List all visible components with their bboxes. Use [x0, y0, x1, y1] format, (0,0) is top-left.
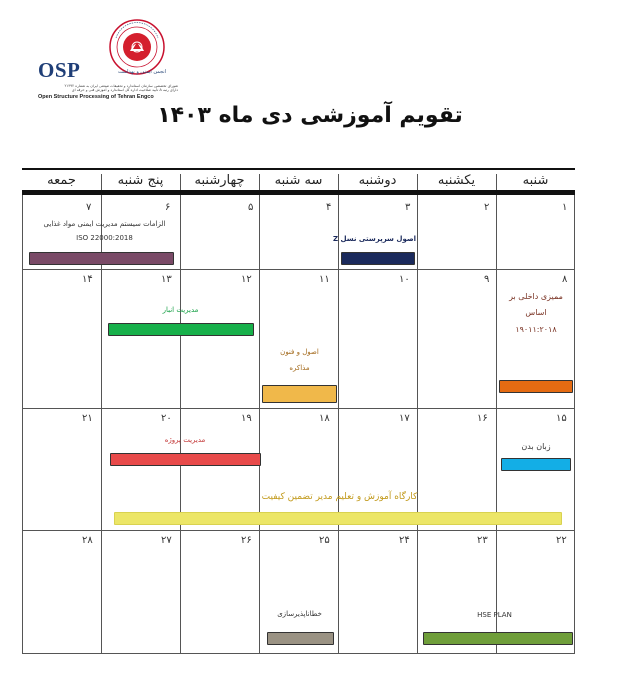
day-number: ۲۲: [556, 535, 567, 546]
column-divider: [259, 195, 260, 654]
day-number: ۲۶: [241, 535, 252, 546]
event-hse-plan-bar[interactable]: [423, 632, 573, 645]
day-number: ۹: [484, 274, 490, 285]
event-audit-line2: اساس: [525, 308, 547, 317]
event-negotiation-line1: اصول و فنون: [280, 348, 319, 356]
day-number: ۱۰: [399, 274, 410, 285]
event-audit-bar[interactable]: [499, 380, 573, 393]
event-food-safety-bar[interactable]: [29, 252, 174, 265]
calendar-grid: [22, 168, 575, 654]
day-number: ۱۲: [241, 274, 252, 285]
event-warehouse-label: مدیریت انبار: [162, 306, 199, 314]
day-number: ۱۶: [477, 413, 488, 424]
event-warehouse-bar[interactable]: [108, 323, 254, 336]
event-quality-workshop-label: کارگاه آموزش و تعلیم مدیر تضمین کیفیت: [261, 492, 418, 502]
column-divider: [180, 195, 181, 654]
header-divider: [417, 174, 418, 190]
header-divider: [101, 174, 102, 190]
header-divider: [180, 174, 181, 190]
day-number: ۱۸: [319, 413, 330, 424]
day-number: ۷: [86, 202, 92, 213]
event-genz-label: اصول سرپرستی نسل Z: [332, 235, 416, 243]
event-negotiation-line2: مذاکره: [289, 364, 310, 372]
event-error-proofing-bar[interactable]: [267, 632, 334, 645]
event-quality-workshop-bar[interactable]: [114, 512, 562, 525]
day-number: ۱۴: [82, 274, 93, 285]
day-number: ۲۴: [399, 535, 410, 546]
day-number: ۲۸: [82, 535, 93, 546]
dayname-monday: دوشنبه: [358, 173, 397, 188]
dayname-saturday: شنبه: [522, 173, 549, 188]
column-divider: [338, 195, 339, 654]
day-number: ۲۱: [82, 413, 93, 424]
row-divider: [22, 408, 575, 409]
day-number: ۲: [484, 202, 490, 213]
day-number: ۱۹: [241, 413, 252, 424]
header-divider: [496, 174, 497, 190]
day-number: ۲۷: [161, 535, 172, 546]
dayname-tuesday: سه شنبه: [274, 173, 323, 188]
logo-english-name: Open Structure Processing of Tehran Engco: [38, 94, 154, 100]
row-divider: [22, 530, 575, 531]
header-divider: [259, 174, 260, 190]
day-number: ۲۳: [477, 535, 488, 546]
day-number: ۱: [562, 202, 568, 213]
day-number: ۱۵: [556, 413, 567, 424]
header-divider: [338, 174, 339, 190]
dayname-thursday: پنج شنبه: [117, 173, 164, 188]
day-number: ۸: [562, 274, 568, 285]
column-divider: [417, 195, 418, 654]
event-negotiation-bar[interactable]: [262, 385, 337, 403]
dayname-sunday: یکشنبه: [437, 173, 476, 188]
logo-caption-line2: دارای رتبه A تأیید صلاحیت اداره کل استاندارد و آموزش فنی و حرفه ای: [71, 88, 178, 92]
page-title: تقویم آموزشی دی ماه ۱۴۰۳: [157, 103, 463, 128]
event-project-label: مدیریت پروژه: [164, 436, 206, 444]
event-food-safety-standard: ISO 22000:2018: [76, 234, 133, 242]
calendar-header-row: [22, 168, 575, 195]
day-number: ۳: [405, 202, 411, 213]
event-food-safety-title: الزامات سیستم مدیریت ایمنی مواد غذایی: [43, 220, 166, 228]
day-number: ۲۰: [161, 413, 172, 424]
event-error-proofing-label: خطاناپذیرسازی: [277, 610, 322, 618]
day-number: ۱۷: [399, 413, 410, 424]
event-body-language-label: زبان بدن: [521, 442, 551, 451]
event-project-bar[interactable]: [110, 453, 261, 466]
event-body-language-bar[interactable]: [501, 458, 571, 471]
osp-logo-text: OSP: [38, 58, 81, 82]
logo-caption-line1: شورای تخصصی سازمان استاندارد و تحقیقات صنعتی ایران به شماره ۲۱۳۹۲: [64, 84, 178, 88]
event-audit-line1: ممیزی داخلی بر: [509, 292, 563, 301]
association-seal-icon: [108, 18, 166, 76]
day-number: ۱۳: [161, 274, 172, 285]
day-number: ۲۵: [319, 535, 330, 546]
event-audit-line3: ۱۹۰۱۱:۲۰۱۸: [515, 325, 557, 334]
row-divider: [22, 269, 575, 270]
day-number: ۵: [248, 202, 254, 213]
event-hse-plan-label: HSE PLAN: [477, 611, 512, 619]
column-divider: [496, 195, 497, 654]
day-number: ۱۱: [319, 274, 330, 285]
dayname-friday: جمعه: [47, 173, 76, 188]
dayname-wednesday: چهارشنبه: [194, 173, 245, 188]
event-genz-bar[interactable]: [341, 252, 415, 265]
day-number: ۴: [326, 202, 332, 213]
day-number: ۶: [165, 202, 171, 213]
seal-caption: انجمن ایمنی و بهداشت: [118, 69, 167, 75]
